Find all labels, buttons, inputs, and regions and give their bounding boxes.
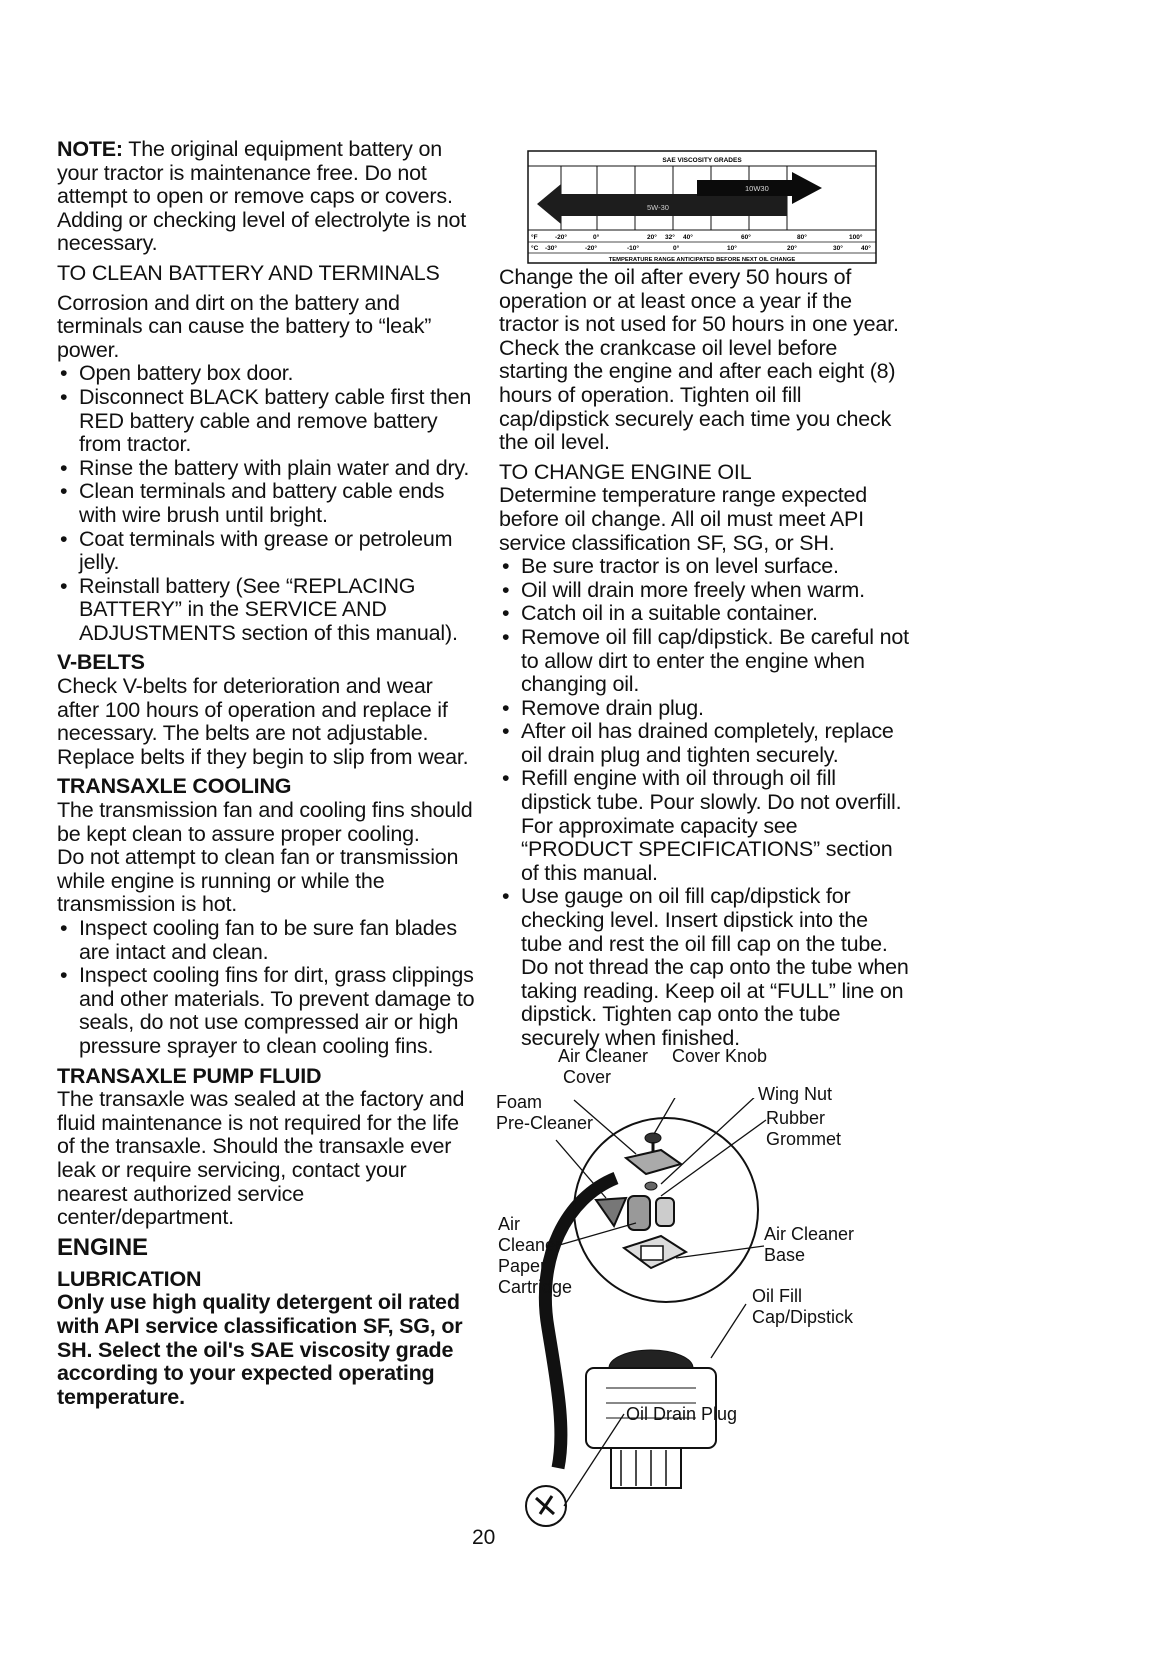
list-item: • Clean terminals and battery cable ends with wire brush until bright. <box>57 480 477 527</box>
vbelts-heading: V-BELTS <box>57 650 145 675</box>
viscosity-chart <box>527 150 877 264</box>
grade-5w30-label: 5W-30 <box>647 203 669 212</box>
list-item: • Reinstall battery (See “REPLACING BATTERY” in the SERVICE AND ADJUSTMENTS section of this manual). <box>57 575 477 646</box>
f-tick: 20° <box>647 234 657 241</box>
f-tick: -20° <box>555 234 567 241</box>
cover-knob-shape <box>645 1133 661 1143</box>
foam-precleaner-shape <box>596 1198 626 1226</box>
grade-10w30-label: 10W30 <box>745 184 769 193</box>
list-item: • Disconnect BLACK battery cable first then RED battery cable and remove battery from tractor. <box>57 386 477 457</box>
battery-note <box>57 138 477 256</box>
change-oil-intro: Determine temperature range expected before oil change. All oil must meet API service classification SF, SG, or SH. <box>499 483 868 555</box>
clean-battery-intro: Corrosion and dirt on the battery and terminals can cause the battery to “leak” power. <box>57 290 432 362</box>
c-tick: 0° <box>673 245 680 252</box>
c-tick: 30° <box>833 245 843 252</box>
label-wing-nut: Wing Nut <box>758 1084 833 1104</box>
label-oil-drain-plug: Oil Drain Plug <box>626 1404 738 1424</box>
engine-heading: ENGINE <box>57 1233 148 1261</box>
c-tick: -20° <box>585 245 597 252</box>
label-air-cleaner-cover: Air Cleaner Cover <box>558 1046 649 1087</box>
vbelts-text: Check V-belts for deterioration and wear after 100 hours of operation and replace if necessary. The belts are not adjustable. Replace belts if they begin to slip from wear. <box>57 674 469 769</box>
list-item: • Rinse the battery with plain water and dry. <box>57 457 477 481</box>
oil-level-check: Check the crankcase oil level before starting the engine and after each eight (8) hours of operation. Tighten oil fill cap/dipstick securely each time you check the oil level. <box>499 335 896 455</box>
cooling-text: The transmission fan and cooling fins should be kept clean to assure proper cooling. <box>57 798 473 846</box>
label-cover-knob: Cover Knob <box>672 1046 768 1066</box>
c-tick: 20° <box>787 245 797 252</box>
note-label: NOTE: <box>57 137 123 161</box>
air-cleaner-diagram <box>496 1046 896 1538</box>
air-cleaner-cover-shape <box>626 1150 681 1174</box>
list-item: • Refill engine with oil through oil fill dipstick tube. Pour slowly. Do not overfill. For approximate capacity see “PRODUCT SPECIFICATIONS” section of this manual. <box>499 767 909 885</box>
f-tick: 0° <box>593 234 600 241</box>
list-item: • Coat terminals with grease or petroleum jelly. <box>57 528 477 575</box>
label-foam-precleaner: Foam Pre-Cleaner <box>496 1092 594 1133</box>
f-tick: 80° <box>797 234 807 241</box>
change-oil-steps <box>499 555 909 1050</box>
left-column <box>57 138 477 1409</box>
f-tick: 40° <box>683 234 693 241</box>
fahrenheit-unit: °F <box>531 234 538 241</box>
list-item: • Inspect cooling fan to be sure fan blades are intact and clean. <box>57 917 477 964</box>
lubrication-text: Only use high quality detergent oil rated with API service classification SF, SG, or SH. Select the oil's SAE viscosity grade according to your expected operating temperature. <box>57 1290 463 1409</box>
cooling-warning: Do not attempt to clean fan or transmission while engine is running or while the transmission is hot. <box>57 845 459 917</box>
f-tick: 60° <box>741 234 751 241</box>
drain-plug-shape <box>536 1496 554 1514</box>
pump-fluid-text: The transaxle was sealed at the factory and fluid maintenance is not required for the life of the transaxle. Should the transaxle ever leak or require servicing, contact your nearest authorized service center/department. <box>57 1087 465 1230</box>
list-item: • Oil will drain more freely when warm. <box>499 579 909 603</box>
clean-battery-steps <box>57 362 477 645</box>
list-item: • Remove oil fill cap/dipstick. Be careful not to allow dirt to enter the engine when changing oil. <box>499 626 909 697</box>
right-column <box>499 266 909 1051</box>
celsius-unit: °C <box>531 245 539 252</box>
change-oil-heading: TO CHANGE ENGINE OIL <box>499 459 752 484</box>
label-air-cleaner-base: Air Cleaner Base <box>764 1224 855 1265</box>
oil-change-interval: Change the oil after every 50 hours of operation or at least once a year if the tractor is not used for 50 hours in one year. <box>499 265 899 337</box>
c-tick: -30° <box>545 245 557 252</box>
wing-nut-shape <box>645 1182 657 1190</box>
label-rubber-grommet: Rubber Grommet <box>766 1108 842 1149</box>
label-oil-fill-cap: Oil Fill Cap/Dipstick <box>752 1286 854 1327</box>
f-tick: 100° <box>849 234 863 241</box>
list-item: • Use gauge on oil fill cap/dipstick for checking level. Insert dipstick into the tube and rest the oil fill cap on the tube. Do not thread the cap onto the tube when taking reading. Keep oil at “FULL” line on dipstick. Tighten cap onto the tube securely when finished. <box>499 885 909 1050</box>
list-item: • Catch oil in a suitable container. <box>499 602 909 626</box>
cooling-steps <box>57 917 477 1059</box>
f-tick: 32° <box>665 234 675 241</box>
label-paper-cartridge: Air Cleaner Paper Cartridge <box>498 1214 573 1297</box>
cooling-heading: TRANSAXLE COOLING <box>57 774 292 799</box>
page-number: 20 <box>472 1526 496 1549</box>
c-tick: 10° <box>727 245 737 252</box>
list-item: • After oil has drained completely, replace oil drain plug and tighten securely. <box>499 720 909 767</box>
chart-title: SAE VISCOSITY GRADES <box>662 157 742 164</box>
note-text: The original equipment battery on your tractor is maintenance free. Do not attempt to open or remove caps or covers. Adding or checking level of electrolyte is not necessary. <box>57 137 467 256</box>
c-tick: -10° <box>627 245 639 252</box>
pump-fluid-heading: TRANSAXLE PUMP FLUID <box>57 1063 322 1088</box>
c-tick: 40° <box>861 245 871 252</box>
list-item: • Open battery box door. <box>57 362 477 386</box>
chart-footer: TEMPERATURE RANGE ANTICIPATED BEFORE NEXT OIL CHANGE <box>608 257 796 263</box>
clean-battery-heading: TO CLEAN BATTERY AND TERMINALS <box>57 260 440 285</box>
list-item: • Remove drain plug. <box>499 697 909 721</box>
lubrication-heading: LUBRICATION <box>57 1266 202 1291</box>
list-item: • Inspect cooling fins for dirt, grass clippings and other materials. To prevent damage to seals, do not use compressed air or high pressure sprayer to clean cooling fins. <box>57 964 477 1058</box>
list-item: • Be sure tractor is on level surface. <box>499 555 909 579</box>
